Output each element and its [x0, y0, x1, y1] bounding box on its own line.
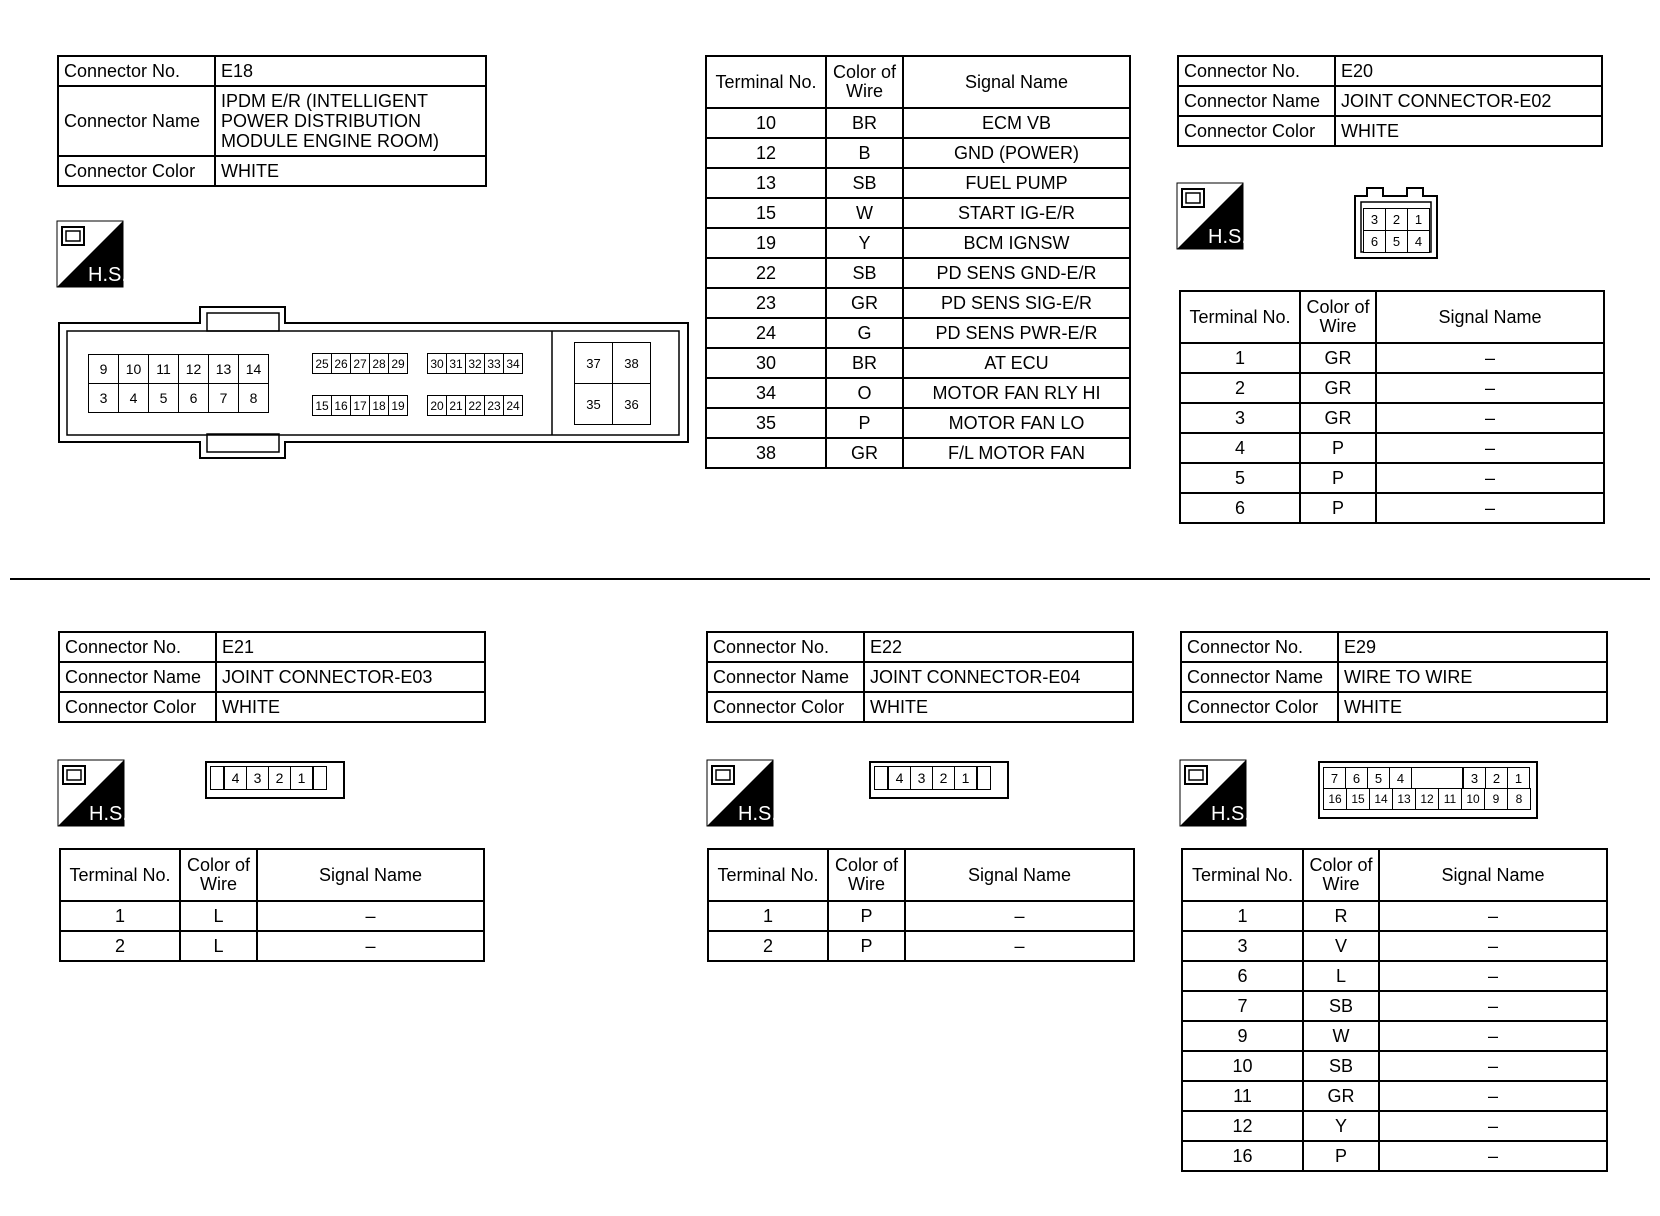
- e29-info-table: [1180, 631, 1608, 723]
- table-row: [1182, 1111, 1607, 1141]
- terminal-no-cell: 38: [706, 438, 826, 468]
- wire-color-cell: SB: [1303, 1051, 1379, 1081]
- signal-name-header: Signal Name: [905, 849, 1134, 901]
- pin-cell: 17: [350, 395, 370, 416]
- pin-cell: 5: [1367, 767, 1390, 789]
- connector-name-value: JOINT CONNECTOR-E04: [864, 662, 1133, 692]
- table-row: [706, 228, 1130, 258]
- wire-color-cell: V: [1303, 931, 1379, 961]
- terminal-no-cell: 6: [1180, 493, 1300, 523]
- pin-cell: 16: [1323, 788, 1347, 810]
- signal-name-cell: –: [1379, 1141, 1607, 1171]
- table-row: [1182, 1081, 1607, 1111]
- signal-name-header: Signal Name: [1376, 291, 1604, 343]
- table-row: [706, 168, 1130, 198]
- table-row: [1182, 901, 1607, 931]
- e22-terminal-table: [707, 848, 1135, 962]
- table-row: [60, 931, 484, 961]
- signal-name-cell: –: [905, 901, 1134, 931]
- connector-no-value: E21: [216, 632, 485, 662]
- table-row: [706, 288, 1130, 318]
- wire-color-cell: BR: [826, 348, 903, 378]
- terminal-no-cell: 24: [706, 318, 826, 348]
- pin-cell: 2: [1485, 767, 1508, 789]
- pin-cell: 38: [612, 342, 651, 384]
- pin-cell: 1: [1507, 767, 1530, 789]
- pin-cell: 4: [1389, 767, 1412, 789]
- e18-terminal-table: [705, 55, 1131, 469]
- signal-name-cell: BCM IGNSW: [903, 228, 1130, 258]
- pin-cell: 33: [484, 353, 504, 374]
- table-row: [1182, 991, 1607, 1021]
- wire-color-cell: GR: [1300, 403, 1376, 433]
- signal-name-cell: –: [1376, 433, 1604, 463]
- pin-cell: 2: [268, 766, 291, 790]
- signal-name-cell: –: [1376, 343, 1604, 373]
- connector-name-label: Connector Name: [707, 662, 864, 692]
- table-row: [706, 408, 1130, 438]
- e20-info-table: [1177, 55, 1603, 147]
- pin-cell: 11: [148, 354, 179, 384]
- table-row: [1182, 1051, 1607, 1081]
- signal-name-cell: MOTOR FAN LO: [903, 408, 1130, 438]
- pin-cell: 3: [88, 383, 119, 413]
- connector-color-label: Connector Color: [58, 156, 215, 186]
- signal-name-cell: AT ECU: [903, 348, 1130, 378]
- terminal-no-cell: 9: [1182, 1021, 1303, 1051]
- signal-name-cell: –: [257, 901, 484, 931]
- terminal-no-cell: 34: [706, 378, 826, 408]
- e21-terminal-table: [59, 848, 485, 962]
- terminal-no-cell: 3: [1182, 931, 1303, 961]
- connector-color-label: Connector Color: [59, 692, 216, 722]
- wire-color-cell: GR: [826, 438, 903, 468]
- pin-cell-empty: [210, 766, 224, 790]
- pin-cell: 13: [208, 354, 239, 384]
- pin-cell: 22: [465, 395, 485, 416]
- pin-cell: 15: [1346, 788, 1370, 810]
- pin-cell: 30: [427, 353, 447, 374]
- pin-cell-empty: [977, 766, 991, 790]
- pin-cell: 10: [1461, 788, 1485, 810]
- wire-color-cell: O: [826, 378, 903, 408]
- wire-color-cell: W: [1303, 1021, 1379, 1051]
- table-row: [706, 198, 1130, 228]
- signal-name-cell: –: [1376, 463, 1604, 493]
- terminal-no-cell: 2: [1180, 373, 1300, 403]
- connector-name-label: Connector Name: [59, 662, 216, 692]
- pin-cell: 4: [1407, 230, 1430, 253]
- pin-cell: 9: [88, 354, 119, 384]
- terminal-no-header: Terminal No.: [1180, 291, 1300, 343]
- pin-cell: 6: [1363, 230, 1386, 253]
- signal-name-cell: –: [1379, 901, 1607, 931]
- terminal-no-cell: 2: [60, 931, 180, 961]
- pin-cell: 36: [612, 383, 651, 425]
- wire-color-cell: W: [826, 198, 903, 228]
- terminal-no-cell: 10: [706, 108, 826, 138]
- terminal-no-cell: 35: [706, 408, 826, 438]
- color-of-wire-header: Color of Wire: [180, 849, 257, 901]
- wire-color-cell: L: [180, 931, 257, 961]
- pin-cell: 1: [1407, 208, 1430, 231]
- signal-name-cell: –: [1376, 493, 1604, 523]
- wire-color-cell: SB: [826, 168, 903, 198]
- pin-cell: 34: [503, 353, 523, 374]
- pin-cell: 2: [932, 766, 955, 790]
- table-row: [1182, 961, 1607, 991]
- pin-cell: 11: [1438, 788, 1462, 810]
- svg-text:H.S.: H.S.: [1211, 803, 1250, 825]
- signal-name-cell: START IG-E/R: [903, 198, 1130, 228]
- signal-name-cell: PD SENS GND-E/R: [903, 258, 1130, 288]
- hs-icon: [707, 760, 777, 826]
- wire-color-cell: GR: [1300, 343, 1376, 373]
- pin-cell: 8: [238, 383, 269, 413]
- pin-cell: 13: [1392, 788, 1416, 810]
- pin-cell: 25: [312, 353, 332, 374]
- table-row: [1180, 403, 1604, 433]
- wire-color-cell: P: [1300, 463, 1376, 493]
- pin-cell: 10: [118, 354, 149, 384]
- wire-color-cell: P: [828, 931, 905, 961]
- table-row: [1182, 1141, 1607, 1171]
- connector-name-value: JOINT CONNECTOR-E03: [216, 662, 485, 692]
- terminal-no-cell: 19: [706, 228, 826, 258]
- e18-info-table: [57, 55, 487, 187]
- e29-terminal-table: [1181, 848, 1608, 1172]
- terminal-no-cell: 12: [1182, 1111, 1303, 1141]
- signal-name-cell: –: [1376, 403, 1604, 433]
- signal-name-cell: F/L MOTOR FAN: [903, 438, 1130, 468]
- signal-name-cell: –: [1379, 991, 1607, 1021]
- connector-no-label: Connector No.: [707, 632, 864, 662]
- table-row: [708, 901, 1134, 931]
- pin-cell: 6: [1345, 767, 1368, 789]
- pin-cell: 1: [954, 766, 977, 790]
- pin-cell: 4: [118, 383, 149, 413]
- pin-cell: 35: [574, 383, 613, 425]
- connector-name-label: Connector Name: [58, 86, 215, 156]
- table-row: [1180, 493, 1604, 523]
- terminal-no-header: Terminal No.: [1182, 849, 1303, 901]
- pin-cell: 4: [224, 766, 247, 790]
- pin-cell: 14: [238, 354, 269, 384]
- table-row: [1182, 1021, 1607, 1051]
- pin-cell: 4: [888, 766, 911, 790]
- terminal-no-cell: 6: [1182, 961, 1303, 991]
- signal-name-cell: –: [1379, 1081, 1607, 1111]
- wire-color-cell: P: [1300, 433, 1376, 463]
- signal-name-cell: –: [1379, 1021, 1607, 1051]
- terminal-no-header: Terminal No.: [60, 849, 180, 901]
- connector-color-value: WHITE: [216, 692, 485, 722]
- pin-cell: 16: [331, 395, 351, 416]
- pin-cell-empty: [874, 766, 888, 790]
- terminal-no-header: Terminal No.: [708, 849, 828, 901]
- table-row: [706, 138, 1130, 168]
- table-row: [1182, 931, 1607, 961]
- svg-text:H.S.: H.S.: [88, 264, 127, 286]
- pin-cell: 20: [427, 395, 447, 416]
- terminal-no-cell: 7: [1182, 991, 1303, 1021]
- table-row: [706, 108, 1130, 138]
- terminal-no-cell: 3: [1180, 403, 1300, 433]
- connector-no-value: E22: [864, 632, 1133, 662]
- signal-name-cell: FUEL PUMP: [903, 168, 1130, 198]
- e22-info-table: [706, 631, 1134, 723]
- terminal-no-cell: 16: [1182, 1141, 1303, 1171]
- pin-cell: 24: [503, 395, 523, 416]
- connector-name-value: IPDM E/R (INTELLIGENT POWER DISTRIBUTION MODULE ENGINE ROOM): [215, 86, 486, 156]
- wire-color-cell: Y: [826, 228, 903, 258]
- connector-color-value: WHITE: [1335, 116, 1602, 146]
- svg-text:H.S.: H.S.: [1208, 226, 1247, 248]
- pin-cell: 6: [178, 383, 209, 413]
- table-row: [1180, 343, 1604, 373]
- connector-color-label: Connector Color: [707, 692, 864, 722]
- hs-icon: [57, 221, 127, 287]
- hs-icon: [1177, 183, 1247, 249]
- signal-name-cell: –: [1379, 931, 1607, 961]
- terminal-no-cell: 4: [1180, 433, 1300, 463]
- svg-text:H.S.: H.S.: [738, 803, 777, 825]
- table-row: [1180, 433, 1604, 463]
- pin-cell: 19: [388, 395, 408, 416]
- pin-cell: 1: [290, 766, 313, 790]
- connector-color-value: WHITE: [215, 156, 486, 186]
- e21-info-table: [58, 631, 486, 723]
- table-row: [60, 901, 484, 931]
- table-row: [706, 258, 1130, 288]
- pin-cell: 3: [1363, 208, 1386, 231]
- pin-cell: 28: [369, 353, 389, 374]
- wire-color-cell: L: [180, 901, 257, 931]
- terminal-no-cell: 15: [706, 198, 826, 228]
- svg-text:H.S.: H.S.: [89, 803, 128, 825]
- pin-cell: 18: [369, 395, 389, 416]
- pin-cell: 3: [910, 766, 933, 790]
- connector-name-label: Connector Name: [1181, 662, 1338, 692]
- signal-name-header: Signal Name: [257, 849, 484, 901]
- terminal-no-header: Terminal No.: [706, 56, 826, 108]
- pin-cell: 7: [208, 383, 239, 413]
- wire-color-cell: SB: [1303, 991, 1379, 1021]
- connector-no-value: E20: [1335, 56, 1602, 86]
- connector-no-value: E29: [1338, 632, 1607, 662]
- signal-name-cell: GND (POWER): [903, 138, 1130, 168]
- terminal-no-cell: 12: [706, 138, 826, 168]
- pin-cell: 27: [350, 353, 370, 374]
- pin-cell: 29: [388, 353, 408, 374]
- pin-cell-empty: [1411, 767, 1463, 789]
- color-of-wire-header: Color of Wire: [828, 849, 905, 901]
- pin-cell: 14: [1369, 788, 1393, 810]
- wire-color-cell: SB: [826, 258, 903, 288]
- wire-color-cell: Y: [1303, 1111, 1379, 1141]
- pin-cell: 23: [484, 395, 504, 416]
- connector-no-label: Connector No.: [1178, 56, 1335, 86]
- table-row: [1180, 463, 1604, 493]
- pin-cell: 21: [446, 395, 466, 416]
- table-row: [706, 318, 1130, 348]
- color-of-wire-header: Color of Wire: [826, 56, 903, 108]
- signal-name-cell: –: [905, 931, 1134, 961]
- signal-name-cell: –: [1379, 1111, 1607, 1141]
- pin-cell: 32: [465, 353, 485, 374]
- wire-color-cell: L: [1303, 961, 1379, 991]
- wire-color-cell: P: [828, 901, 905, 931]
- terminal-no-cell: 30: [706, 348, 826, 378]
- connector-color-label: Connector Color: [1178, 116, 1335, 146]
- signal-name-cell: PD SENS SIG-E/R: [903, 288, 1130, 318]
- pin-cell: 12: [1415, 788, 1439, 810]
- pin-cell-empty: [313, 766, 327, 790]
- connector-no-label: Connector No.: [58, 56, 215, 86]
- terminal-no-cell: 1: [708, 901, 828, 931]
- table-row: [706, 348, 1130, 378]
- wire-color-cell: P: [1303, 1141, 1379, 1171]
- wire-color-cell: G: [826, 318, 903, 348]
- hs-icon: [1180, 760, 1250, 826]
- terminal-no-cell: 22: [706, 258, 826, 288]
- table-row: [706, 378, 1130, 408]
- signal-name-cell: –: [1376, 373, 1604, 403]
- color-of-wire-header: Color of Wire: [1300, 291, 1376, 343]
- wire-color-cell: R: [1303, 901, 1379, 931]
- terminal-no-cell: 1: [1182, 901, 1303, 931]
- table-row: [1180, 373, 1604, 403]
- terminal-no-cell: 2: [708, 931, 828, 961]
- pin-cell: 15: [312, 395, 332, 416]
- connector-color-label: Connector Color: [1181, 692, 1338, 722]
- terminal-no-cell: 11: [1182, 1081, 1303, 1111]
- pin-cell: 9: [1484, 788, 1508, 810]
- pin-cell: 3: [246, 766, 269, 790]
- terminal-no-cell: 5: [1180, 463, 1300, 493]
- signal-name-cell: –: [1379, 961, 1607, 991]
- pin-cell: 12: [178, 354, 209, 384]
- signal-name-cell: –: [1379, 1051, 1607, 1081]
- pin-cell: 5: [1385, 230, 1408, 253]
- connector-name-value: JOINT CONNECTOR-E02: [1335, 86, 1602, 116]
- signal-name-cell: MOTOR FAN RLY HI: [903, 378, 1130, 408]
- signal-name-header: Signal Name: [1379, 849, 1607, 901]
- wire-color-cell: GR: [1300, 373, 1376, 403]
- terminal-no-cell: 1: [1180, 343, 1300, 373]
- wire-color-cell: GR: [826, 288, 903, 318]
- wire-color-cell: BR: [826, 108, 903, 138]
- pin-cell: 31: [446, 353, 466, 374]
- wire-color-cell: GR: [1303, 1081, 1379, 1111]
- signal-name-cell: PD SENS PWR-E/R: [903, 318, 1130, 348]
- connector-name-label: Connector Name: [1178, 86, 1335, 116]
- hs-icon: [58, 760, 128, 826]
- wire-color-cell: P: [1300, 493, 1376, 523]
- connector-no-value: E18: [215, 56, 486, 86]
- terminal-no-cell: 23: [706, 288, 826, 318]
- signal-name-header: Signal Name: [903, 56, 1130, 108]
- pin-cell: 5: [148, 383, 179, 413]
- terminal-no-cell: 1: [60, 901, 180, 931]
- signal-name-cell: –: [257, 931, 484, 961]
- connector-no-label: Connector No.: [59, 632, 216, 662]
- pin-cell: 37: [574, 342, 613, 384]
- terminal-no-cell: 13: [706, 168, 826, 198]
- wire-color-cell: P: [826, 408, 903, 438]
- connector-color-value: WHITE: [1338, 692, 1607, 722]
- pin-cell: 2: [1385, 208, 1408, 231]
- signal-name-cell: ECM VB: [903, 108, 1130, 138]
- connector-no-label: Connector No.: [1181, 632, 1338, 662]
- connector-color-value: WHITE: [864, 692, 1133, 722]
- connector-name-value: WIRE TO WIRE: [1338, 662, 1607, 692]
- table-row: [706, 438, 1130, 468]
- table-row: [708, 931, 1134, 961]
- pin-cell: 3: [1463, 767, 1486, 789]
- e20-terminal-table: [1179, 290, 1605, 524]
- terminal-no-cell: 10: [1182, 1051, 1303, 1081]
- pin-cell: 7: [1323, 767, 1346, 789]
- wire-color-cell: B: [826, 138, 903, 168]
- section-divider: [10, 578, 1650, 580]
- pin-cell: 8: [1507, 788, 1531, 810]
- color-of-wire-header: Color of Wire: [1303, 849, 1379, 901]
- pin-cell: 26: [331, 353, 351, 374]
